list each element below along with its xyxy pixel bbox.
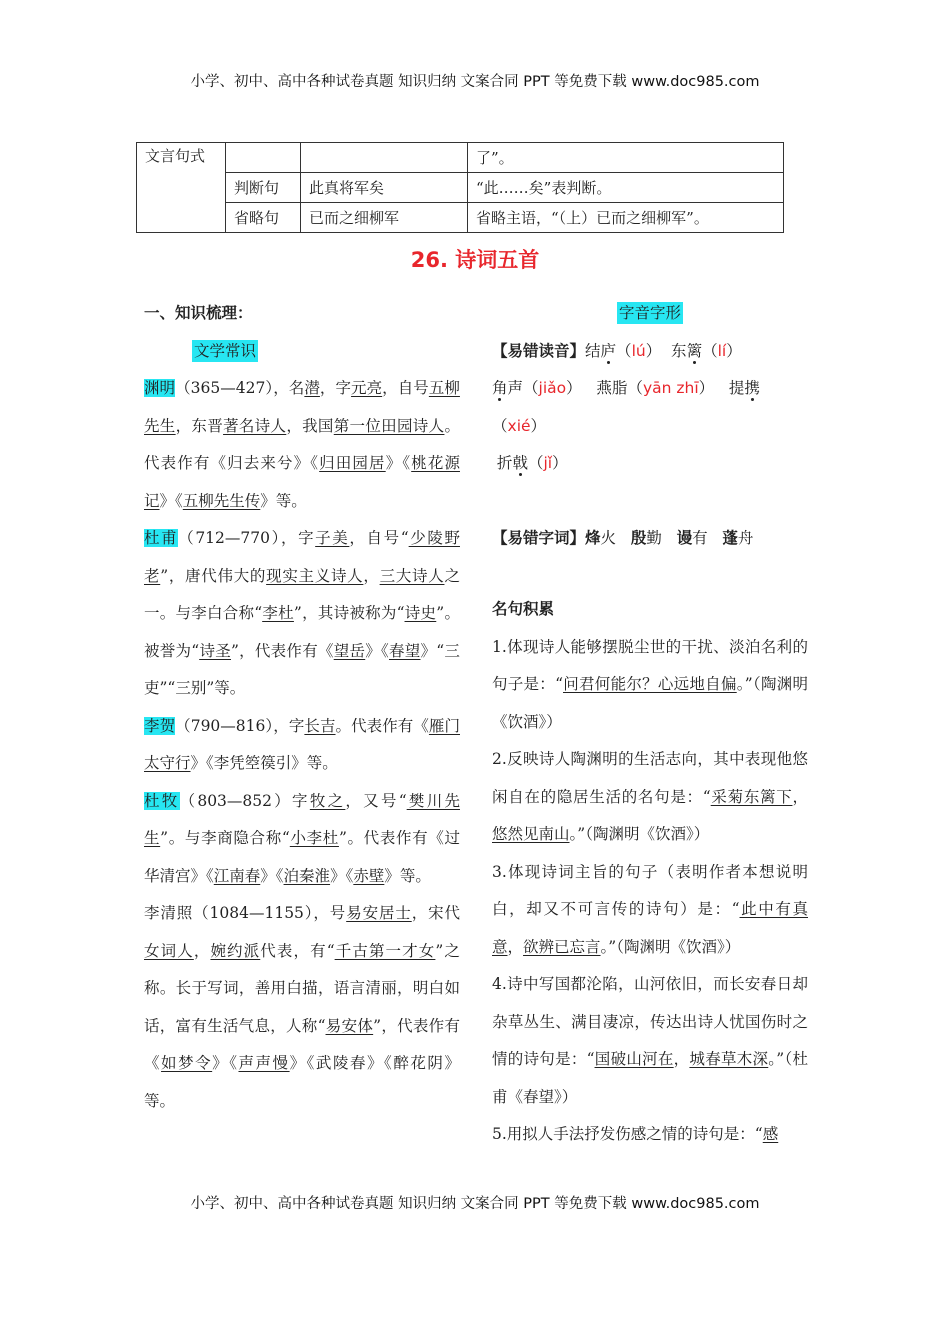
table-cell: 判断句	[226, 173, 301, 203]
word-label: 【易错字词】	[492, 528, 586, 547]
table-cell: 已而之细柳军	[301, 203, 468, 233]
table-row	[137, 203, 784, 233]
paragraph-dufu: 杜甫（712—770），字子美，自号“少陵野老”，唐代伟大的现实主义诗人，三大诗人之一。与李白合称“李杜”，其诗被称为“诗史”。被誉为“诗圣”，代表作有《望岳》《春望》“三吏”“三别”等。	[144, 529, 460, 697]
quotes-heading: 名句积累	[492, 600, 555, 618]
quote-item: 3.体现诗词主旨的句子（表明作者本想说明白，却又不可言传的诗句）是：“此中有真意，欲辨已忘言。”（陶渊明《饮酒》）	[492, 862, 808, 956]
quote-item: 5.用拟人手法抒发伤感之情的诗句是：“感	[492, 1125, 779, 1143]
table-cell	[226, 143, 301, 173]
word-list: 【易错字词】烽火 殷勤 谩有 蓬舟	[492, 527, 754, 547]
pronunciation-tag: 字音字形	[618, 304, 681, 322]
page-header: 小学、初中、高中各种试卷真题 知识归纳 文案合同 PPT 等免费下载 www.doc985.com	[190, 74, 760, 90]
quote-item: 4.诗中写国都沦陷，山河依旧，而长安春日却杂草丛生、满目凄凉，传达出诗人忧国伤时之情的诗句是：“国破山河在，城春草木深。”（杜甫《春望》）	[492, 975, 808, 1106]
table-cell: 此真将军矣	[301, 173, 468, 203]
quote-item: 1.体现诗人能够摆脱尘世的干扰、淡泊名利的句子是：“问君何能尔？心远地自偏。”（陶渊明《饮酒》）	[492, 637, 808, 731]
table-cell: 省略句	[226, 203, 301, 233]
right-column	[492, 295, 808, 1154]
table-cell	[301, 143, 468, 173]
table-cell: 省略主语，“（上）已而之细柳军”。	[468, 203, 784, 233]
grammar-table	[136, 142, 784, 233]
paragraph-taoyuanming: 渊明（365—427），名潜，字元亮，自号五柳先生，东晋著名诗人，我国第一位田园诗人。代表作有《归去来兮》《归田园居》《桃花源记》《五柳先生传》等。	[144, 379, 460, 510]
table-category: 文言句式	[137, 143, 226, 233]
table-cell: “此……矣”表判断。	[468, 173, 784, 203]
paragraph-dumu: 杜牧（803—852）字牧之，又号“樊川先生”。与李商隐合称“小李杜”。代表作有《过华清宫》《江南春》《泊秦淮》《赤壁》等。	[144, 791, 460, 885]
paragraph-liqingzhao: 李清照（1084—1155），号易安居士，宋代女词人，婉约派代表，有“千古第一才女”之称。长于写词，善用白描，语言清丽，明白如话，富有生活气息，人称“易安体”，代表作有《如梦令》《声声慢》《武陵春》《醉花阴》等。	[144, 904, 460, 1110]
table-row	[137, 143, 784, 173]
pronunciation-label: 【易错读音】	[492, 341, 586, 360]
quote-item: 2.反映诗人陶渊明的生活志向，其中表现他悠闲自在的隐居生活的名句是：“采菊东篱下，悠然见南山。”（陶渊明《饮酒》）	[492, 750, 808, 843]
left-column	[144, 295, 460, 1120]
page-footer: 小学、初中、高中各种试卷真题 知识归纳 文案合同 PPT 等免费下载 www.doc985.com	[190, 1196, 760, 1212]
paragraph-lihe: 李贺（790—816），字长吉。代表作有《雁门太守行》《李凭箜篌引》等。	[144, 716, 460, 772]
page-title: 26. 诗词五首	[410, 248, 540, 272]
literature-tag: 文学常识	[194, 341, 257, 360]
table-row	[137, 173, 784, 203]
table-cell: 了”。	[468, 143, 784, 173]
section-heading: 一、知识梳理：	[144, 304, 253, 322]
pronunciation-list: 【易错读音】结庐（lú） 东篱（lí） 角声（jiǎo） 燕脂（yān zhī） 提携 （xié） 折戟（jǐ）	[492, 341, 760, 472]
